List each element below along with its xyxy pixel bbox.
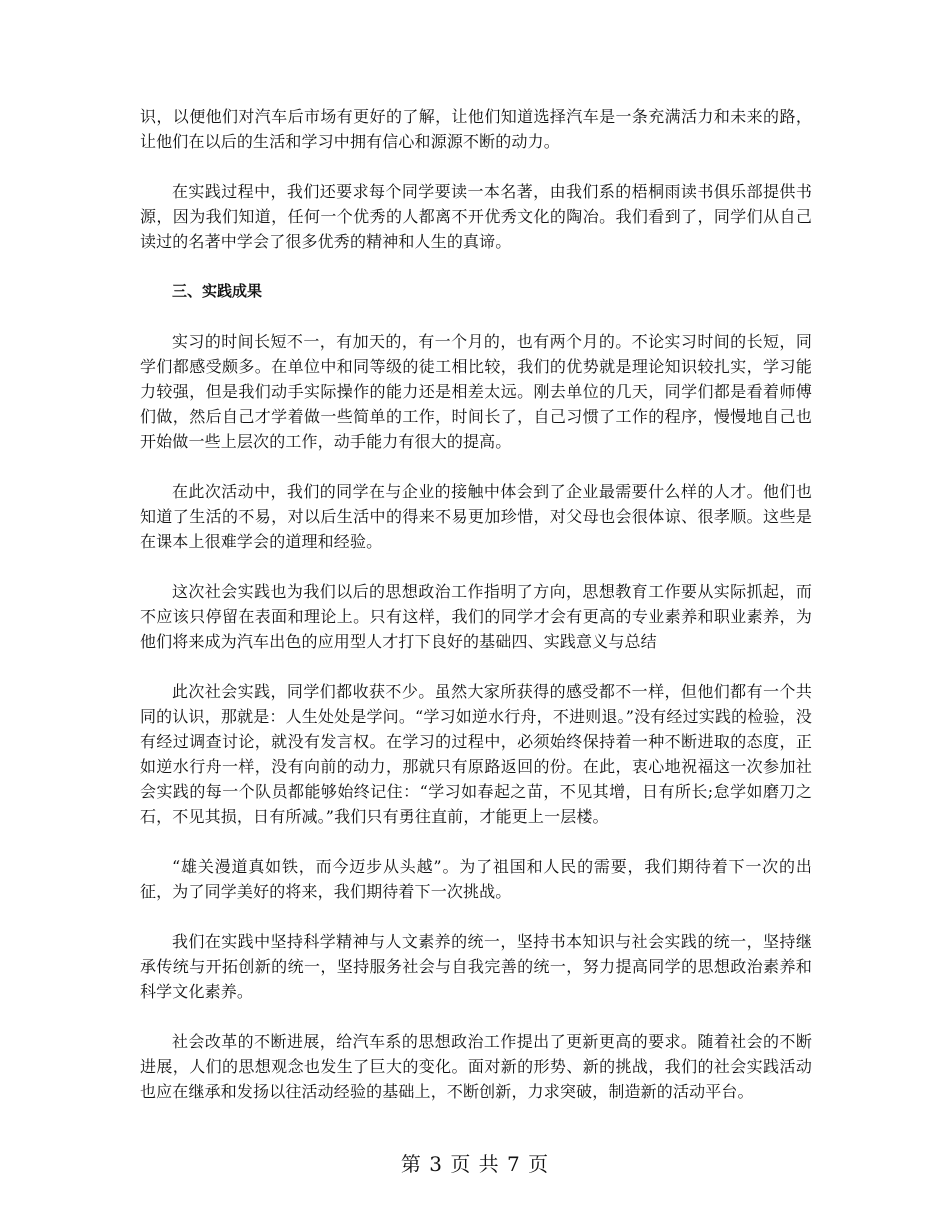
section-heading-results: 三、实践成果: [172, 282, 263, 300]
paragraph-internship-results: 实习的时间长短不一，有加天的，有一个月的，也有两个月的。不论实习时间的长短，同学们都感受颇多。在单位中和同等级的徒工相比较，我们的优势就是理论知识较扎实，学习能力较强，但是我们动手实际操作的能力还是相差太远。刚去单位的几天，同学们都是看着师傅们做，然后自己才学着做一些简单的工作，时间长了，自己习惯了工作的程序，慢慢地自己也开始做一些上层次的工作，动手能力有很大的提高。: [140, 332, 812, 451]
paragraph-enterprise-contact: 在此次活动中，我们的同学在与企业的接触中体会到了企业最需要什么样的人才。他们也知道了生活的不易，对以后生活中的得来不易更加珍惜，对父母也会很体谅、很孝顺。这些是在课本上很难学会的道理和经验。: [140, 482, 812, 551]
paragraph-reading-requirement: 在实践过程中，我们还要求每个同学要读一本名著，由我们系的梧桐雨读书俱乐部提供书源，因为我们知道，任何一个优秀的人都离不开优秀文化的陶冶。我们看到了，同学们从自己读过的名著中学会了很多优秀的精神和人生的真谛。: [140, 182, 812, 251]
paragraph-social-reform: 社会改革的不断进展，给汽车系的思想政治工作提出了更新更高的要求。随着社会的不断进展，人们的思想观念也发生了巨大的变化。面对新的形势、新的挑战，我们的社会实践活动也应在继承和发扬以往活动经验的基础上，不断创新，力求突破，制造新的活动平台。: [140, 1032, 812, 1101]
paragraph-unity-principles: 我们在实践中坚持科学精神与人文素养的统一，坚持书本知识与社会实践的统一，坚持继承传统与开拓创新的统一，坚持服务社会与自我完善的统一，努力提高同学的思想政治素养和科学文化素养。: [140, 932, 812, 1001]
paragraph-continuation: 识，以便他们对汽车后市场有更好的了解，让他们知道选择汽车是一条充满活力和未来的路，让他们在以后的生活和学习中拥有信心和源源不断的动力。: [140, 107, 812, 151]
page-number-footer: 第 3 页 共 7 页: [400, 1152, 550, 1176]
paragraph-ideological-direction: 这次社会实践也为我们以后的思想政治工作指明了方向，思想教育工作要从实际抓起，而不应该只停留在表面和理论上。只有这样，我们的同学才会有更高的专业素养和职业素养，为他们将来成为汽车出色的应用型人才打下良好的基础四、实践意义与总结: [140, 582, 812, 651]
paragraph-practice-harvest: 此次社会实践，同学们都收获不少。虽然大家所获得的感受都不一样，但他们都有一个共同的认识，那就是：人生处处是学问。“学习如逆水行舟，不进则退。”没有经过实践的检验，没有经过调查讨论，就没有发言权。在学习的过程中，必须始终保持着一种不断进取的态度，正如逆水行舟一样，没有向前的动力，那就只有原路返回的份。在此，衷心地祝福这一次参加社会实践的每一个队员都能够始终记住：“学习如春起之苗，不见其增，日有所长;怠学如磨刀之石，不见其损，日有所减。”我们只有勇往直前，才能更上一层楼。: [140, 682, 812, 826]
paragraph-next-challenge: “雄关漫道真如铁，而今迈步从头越”。为了祖国和人民的需要，我们期待着下一次的出征，为了同学美好的将来，我们期待着下一次挑战。: [140, 857, 812, 901]
document-body: [140, 104, 812, 1129]
